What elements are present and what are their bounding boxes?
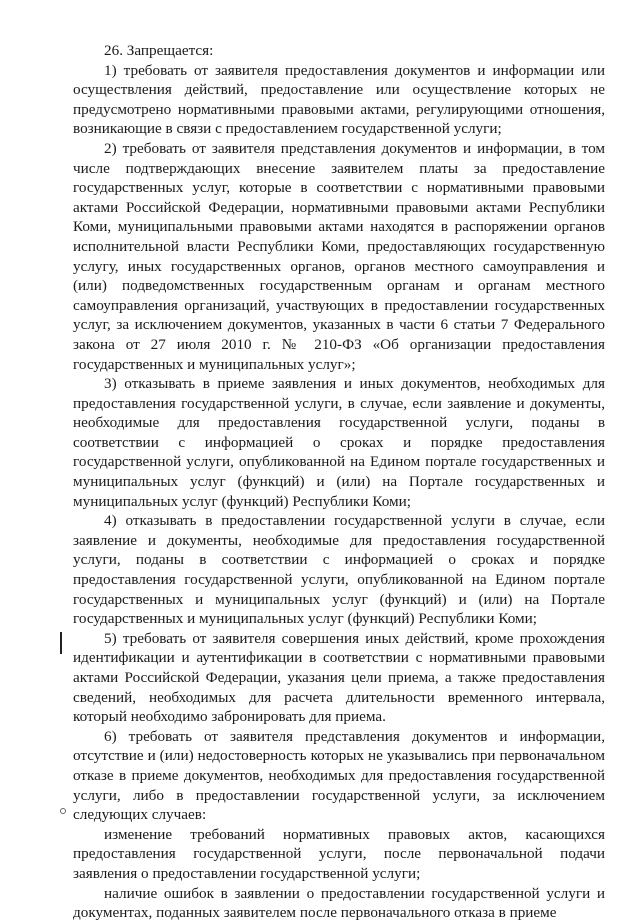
clause-item-1: 1) требовать от заявителя предоставления документов и информации или осуществления действий, предоставление или осуществление которых не предусмотрено нормативными правовыми актами, регулирующими отношения, возникающие в связи с предоставлением государственной услуги; <box>73 61 605 138</box>
clause-item-6: 6) требовать от заявителя представления документов и информации, отсутствие и (или) недостоверность которых не указывались при первоначальном отказе в приеме документов, необходимых для предоставления государственной услуги, либо в предоставлении государственной услуги, за исключением следующих случаев: <box>73 727 605 824</box>
clause-item-4: 4) отказывать в предоставлении государственной услуги в случае, если заявление и документы, необходимые для предоставления государственной услуги, поданы в соответствии с информацией о сроках и порядке предоставления государственной услуги, опубликованной на Едином портале государственных и муниципальных услуг (функций) и (или) на Портале государственных и муниципальных услуг (функций) Республики Коми; <box>73 512 605 628</box>
exception-case-1: изменение требований нормативных правовых актов, касающихся предоставления государственной услуги, после первоначальной подачи заявления о предоставлении государственной услуги; <box>73 825 605 882</box>
clause-item-3: 3) отказывать в приеме заявления и иных документов, необходимых для предоставления государственной услуги, в случае, если заявление и документы, необходимые для предоставления государственной услуги, поданы в соответствии с информацией о сроках и порядке предоставления государственной услуги, опубликованной на Едином портале государственных и муниципальных услуг (функций) и (или) на Портале государственных и муниципальных услуг (функций) Республики Коми; <box>73 375 605 510</box>
clause-item-5: 5) требовать от заявителя совершения иных действий, кроме прохождения идентификации и аутентификации в соответствии с нормативными правовыми актами Российской Федерации, указания цели приема, а также предоставления сведений, необходимых для расчета длительности временного интервала, который необходимо забронировать для приема. <box>73 629 605 726</box>
exception-case-2: наличие ошибок в заявлении о предоставлении государственной услуги и документах, поданных заявителем после первоначального отказа в приеме <box>73 884 605 922</box>
margin-hole-mark <box>60 808 66 814</box>
margin-change-bar <box>60 632 62 654</box>
document-page <box>73 41 605 923</box>
clause-item-2: 2) требовать от заявителя представления документов и информации, в том числе подтверждающих внесение заявителем платы за предоставление государственных услуг, которые в соответствии с нормативными правовыми актами Российской Федерации, нормативными правовыми актами Республики Коми, муниципальными правовыми актами находятся в распоряжении органов исполнительной власти Республики Коми, предоставляющих государственную услугу, иных государственных органов, органов местного самоуправления и (или) подведомственных государственным органам и органам местного самоуправления организаций, участвующих в предоставлении государственных услуг, за исключением документов, указанных в части 6 статьи 7 Федерального закона от 27 июля 2010 г. № 210-ФЗ «Об организации предоставления государственных и муниципальных услуг»; <box>73 139 605 373</box>
clause-heading-26: 26. Запрещается: <box>104 42 214 59</box>
